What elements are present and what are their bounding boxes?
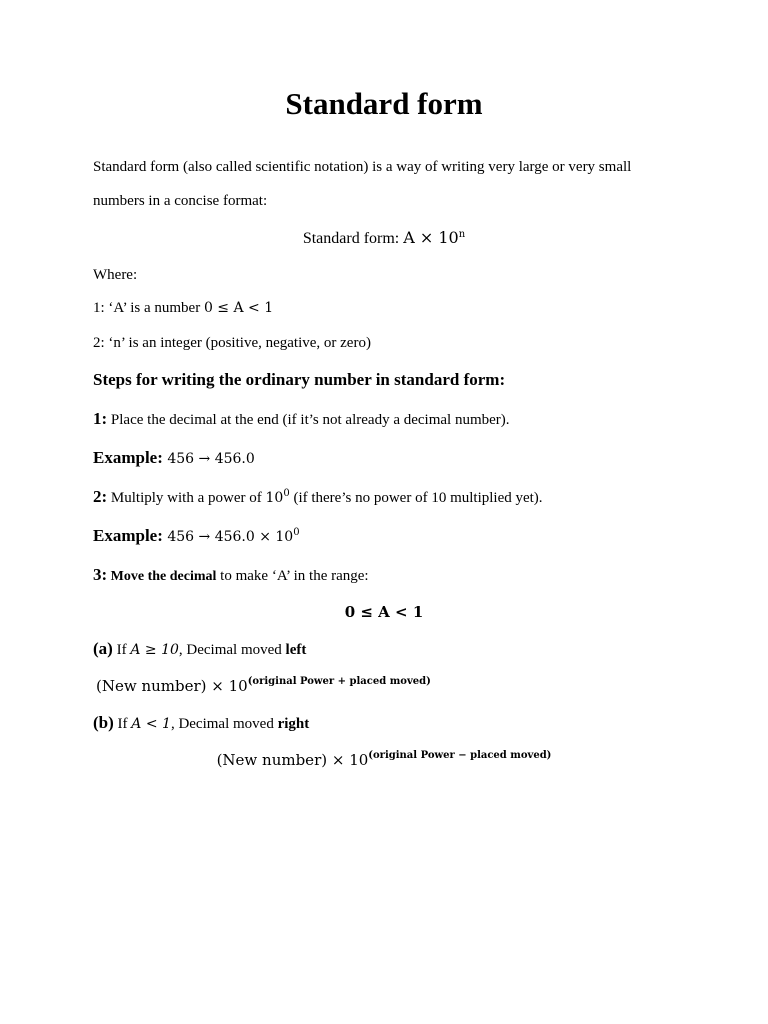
case-a — [93, 639, 306, 659]
step-2-power-exp: 0 — [283, 488, 290, 499]
step-2-text-before: Multiply with a power of — [107, 490, 266, 506]
step-3-text: to make ‘A’ in the range: — [216, 568, 369, 584]
case-a-text: , Decimal moved — [178, 642, 286, 658]
case-a-formula — [96, 677, 431, 696]
example-1-label: Example: — [93, 448, 163, 467]
step-2-number: 2: — [93, 487, 108, 506]
range-formula: 0 ≤ A < 1 — [344, 603, 424, 621]
step-3-number: 3: — [93, 565, 108, 584]
example-1-math: 456 → 456.0 — [162, 451, 255, 467]
definition-formula — [0, 228, 768, 248]
case-b-formula-exp: (original Power − placed moved) — [368, 750, 552, 761]
definition-label: Standard form: — [302, 230, 404, 247]
intro-line-1: Standard form (also called scientific notation) is a way of writing very large or very small — [93, 159, 632, 175]
definition-exponent: n — [458, 229, 466, 240]
case-b-if: If — [113, 716, 132, 732]
case-b-condition: A < 1 — [131, 716, 171, 732]
case-b-direction: right — [277, 716, 310, 732]
example-1 — [93, 448, 255, 468]
example-2-label: Example: — [93, 526, 163, 545]
case-a-formula-exp: (original Power + placed moved) — [247, 676, 431, 687]
intro-line-2: numbers in a concise format: — [93, 193, 268, 209]
case-b-formula — [0, 751, 768, 770]
case-b-label: (b) — [93, 713, 114, 732]
where-item-2: 2: ‘n’ is an integer (positive, negative, or zero) — [93, 335, 371, 351]
step-2-text-after: (if there’s no power of 10 multiplied yet). — [289, 490, 543, 506]
definition-base: A × 10 — [403, 228, 459, 247]
steps-heading: Steps for writing the ordinary number in standard form: — [93, 370, 506, 389]
case-a-if: If — [112, 642, 131, 658]
where-label: Where: — [93, 267, 138, 283]
case-a-direction: left — [285, 642, 307, 658]
example-2-exp: 0 — [293, 527, 300, 538]
step-1-text: Place the decimal at the end (if it’s not already a decimal number). — [107, 412, 510, 428]
step-2-power-base: 10 — [265, 490, 284, 506]
case-b-text: , Decimal moved — [170, 716, 278, 732]
step-3 — [93, 565, 369, 585]
where-item-1-math: 0 ≤ A < 1 — [203, 300, 274, 316]
step-3-bold-text: Move the decimal — [107, 569, 217, 584]
example-2-math: 456 → 456.0 × 10 — [162, 529, 294, 545]
page-title: Standard form — [285, 86, 483, 121]
step-1-number: 1: — [93, 409, 108, 428]
where-item-1-text: 1: ‘A’ is a number — [93, 300, 204, 316]
case-a-condition: A ≥ 10 — [130, 642, 179, 658]
step-1 — [93, 409, 510, 429]
case-a-formula-base: (New number) × 10 — [96, 677, 248, 695]
case-b — [93, 713, 309, 733]
case-a-label: (a) — [93, 639, 113, 658]
example-2 — [93, 526, 300, 546]
step-2 — [93, 487, 543, 507]
case-b-formula-base: (New number) × 10 — [216, 751, 369, 769]
where-item-1 — [93, 300, 273, 317]
